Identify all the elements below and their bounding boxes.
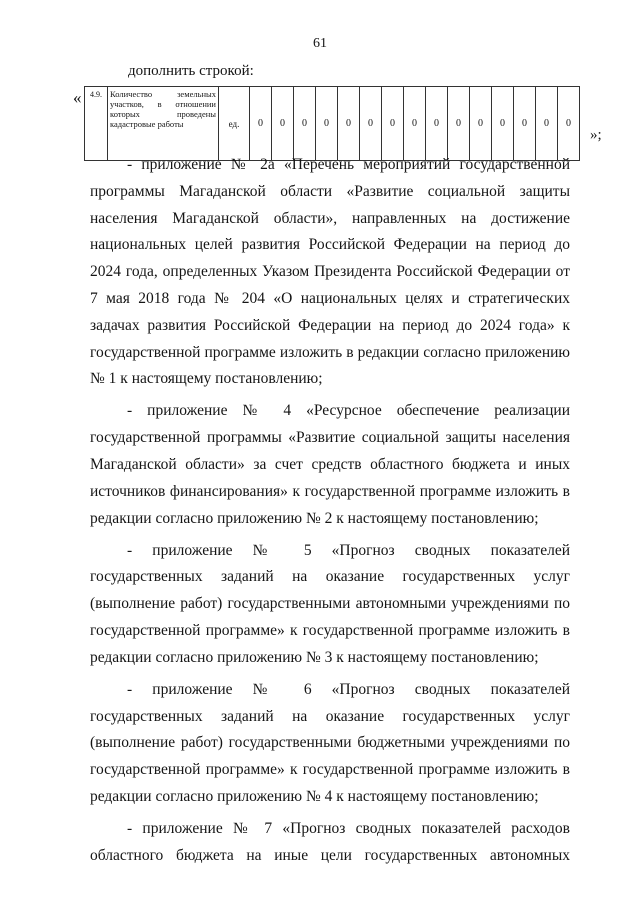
value-cell: 0 — [536, 87, 558, 161]
value-cell: 0 — [426, 87, 448, 161]
value-cell: 0 — [492, 87, 514, 161]
value-cell: 0 — [316, 87, 338, 161]
value-cell: 0 — [250, 87, 272, 161]
value-cell: 0 — [360, 87, 382, 161]
page-number: 61 — [313, 36, 327, 51]
value-cell: 0 — [558, 87, 580, 161]
inserted-row-table — [84, 86, 580, 161]
opening-quote: « — [73, 88, 82, 107]
value-cell: 0 — [338, 87, 360, 161]
value-cell: 0 — [470, 87, 492, 161]
table-row — [85, 87, 580, 161]
value-cell: 0 — [294, 87, 316, 161]
row-number: 4.9. — [85, 87, 108, 161]
closing-quote: »; — [590, 127, 602, 143]
indicator-name: Количество земельных участков, в отношении которых проведены кадастровые работы — [108, 87, 219, 161]
unit-cell: ед. — [219, 87, 250, 161]
intro-text: дополнить строкой: — [128, 63, 254, 79]
paragraph-appendix-2a: - приложение № 2а «Перечень мероприятий государственной программы Магаданской области «Развитие социальной защиты населения Магаданской области», направленных на достижение национальных целей развития Российской Федерации на период до 2024 года, определенных Указом Президента Российской Федерации от 7 мая 2018 года № 204 «О национальных целях и стратегических задачах развития Российской Федерации на период до 2024 года» к государственной программе изложить в редакции согласно приложению № 1 к настоящему постановлению; — [90, 156, 570, 388]
paragraph-appendix-6: - приложение № 6 «Прогноз сводных показателей государственных заданий на оказание государственных услуг (выполнение работ) государственными бюджетными учреждениями по государственной программе» к государственной программе изложить в редакции согласно приложению № 4 к настоящему постановлению; — [90, 680, 570, 805]
value-cell: 0 — [272, 87, 294, 161]
value-cell: 0 — [382, 87, 404, 161]
paragraph-appendix-7: - приложение № 7 «Прогноз сводных показателей расходов областного бюджета на иные цели государственных автономных — [90, 819, 570, 864]
value-cell: 0 — [404, 87, 426, 161]
paragraph-appendix-5: - приложение № 5 «Прогноз сводных показателей государственных заданий на оказание государственных услуг (выполнение работ) государственными автономными учреждениями по государственной программе» к государственной программе изложить в редакции согласно приложению № 3 к настоящему постановлению; — [90, 541, 570, 666]
paragraph-appendix-4: - приложение № 4 «Ресурсное обеспечение реализации государственной программы «Развитие социальной защиты населения Магаданской области» за счет средств областного бюджета и иных источников финансирования» к государственной программе изложить в редакции согласно приложению № 2 к настоящему постановлению; — [90, 402, 570, 527]
value-cell: 0 — [448, 87, 470, 161]
value-cell: 0 — [514, 87, 536, 161]
body-text — [90, 152, 570, 869]
